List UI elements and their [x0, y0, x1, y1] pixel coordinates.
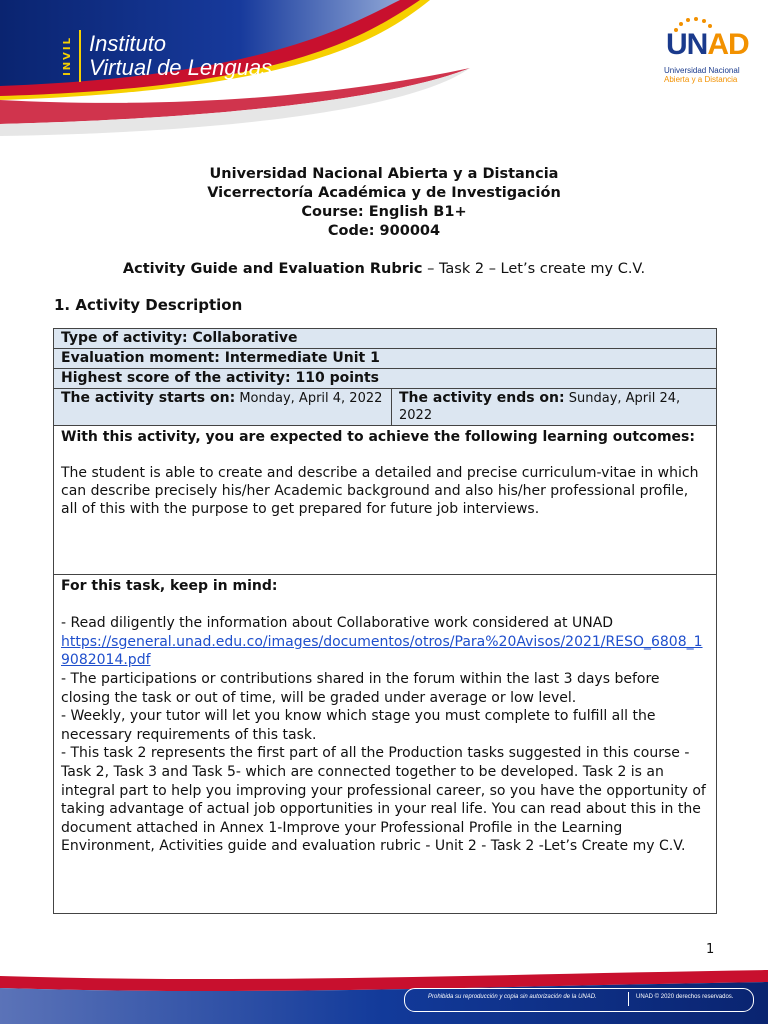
footer-notice: Prohibida su reproducción y copia sin autorización de la UNAD.: [428, 994, 597, 1000]
footer-notice-pill: [404, 988, 754, 1012]
dates-row: [54, 389, 716, 426]
evaluation-moment-row: Evaluation moment: Intermediate Unit 1: [54, 349, 716, 369]
keep-item-2: - The participations or contributions shared in the forum within the last 3 days before closing the task or out of time, will be graded under average or low level.: [61, 670, 660, 706]
end-date-cell: The activity ends on: Sunday, April 24, 2022: [399, 390, 681, 423]
section-heading: 1. Activity Description: [54, 296, 243, 314]
footer-divider: [628, 992, 629, 1006]
regulation-link[interactable]: https://sgeneral.unad.edu.co/images/documentos/otros/Para%20Avisos/2021/RESO_6808_19082014.pdf: [61, 633, 703, 669]
keep-item-3: - Weekly, your tutor will let you know which stage you must complete to fulfill all the necessary requirements of this task.: [61, 708, 656, 743]
header-banner: [0, 0, 768, 140]
institute-brand: [62, 26, 272, 86]
university-name: Universidad Nacional Abierta y a Distancia: [209, 166, 559, 182]
page-number: 1: [706, 942, 715, 957]
course-name: Course: English B1+: [301, 204, 467, 220]
learning-outcomes-row: [54, 426, 716, 575]
footer-banner: [0, 970, 768, 1024]
institute-name: Instituto Virtual de Lenguas: [89, 31, 273, 80]
logo-subtitle: Universidad Nacional Abierta y a Distancia: [664, 66, 740, 84]
keep-item-1: - Read diligently the information about Collaborative work considered at UNAD: [61, 615, 614, 632]
outcomes-heading: With this activity, you are expected to achieve the following learning outcomes:: [61, 429, 695, 445]
guide-title: Activity Guide and Evaluation Rubric – Task 2 – Let’s create my C.V.: [122, 261, 646, 277]
highest-score-row: Highest score of the activity: 110 points: [54, 369, 716, 389]
activity-type-row: Type of activity: Collaborative: [54, 329, 716, 349]
unad-logo: [662, 16, 762, 88]
keep-in-mind-row: [54, 575, 716, 913]
document-title-block: [0, 165, 768, 241]
activity-table: [53, 328, 717, 914]
brand-divider: [79, 30, 81, 82]
invil-vertical-label: INVIL: [62, 36, 73, 76]
keep-heading: For this task, keep in mind:: [61, 578, 278, 594]
keep-item-4: - This task 2 represents the first part of all the Production tasks suggested in this course -Task 2, Task 3 and Task 5- which are connected together to be developed. Task 2 is an integral part to help you improving your professional career, so you have the opportunity of taking advantage of actual job opportunities in your real life. You can read about this in the document attached in Annex 1-Improve your Professional Profile in the Learning Environment, Activities guide and evaluation rubric - Unit 2 - Task 2 -Let’s Create my C.V.: [61, 745, 706, 855]
vicerrectoria: Vicerrectoría Académica y de Investigación: [207, 185, 561, 201]
course-code: Code: 900004: [327, 223, 441, 239]
outcomes-text: The student is able to create and describe a detailed and precise curriculum-vitae in which can describe precisely his/her Academic background and also his/her professional profile, all of this with the purpose to get prepared for future job interviews.: [61, 465, 699, 517]
logo-wordmark: UNAD: [666, 28, 749, 61]
footer-copyright: UNAD © 2020 derechos reservados.: [636, 994, 734, 1000]
start-date-cell: The activity starts on: Monday, April 4, 2022: [54, 389, 392, 425]
